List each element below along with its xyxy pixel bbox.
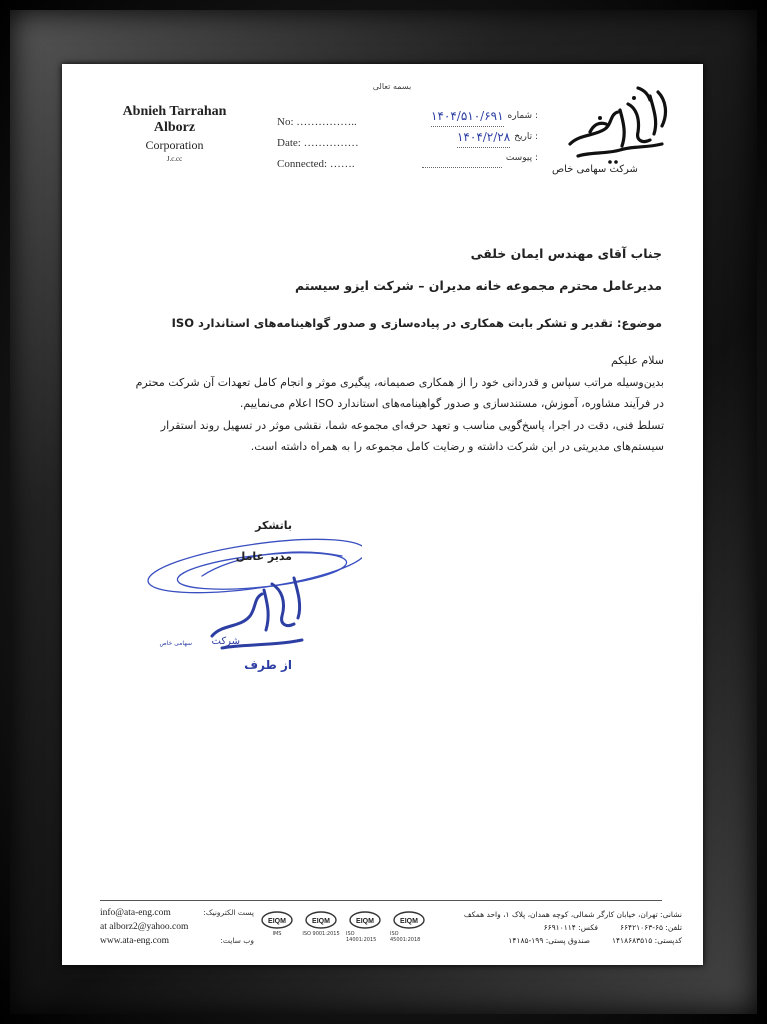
eiqm-logo-icon (392, 910, 426, 930)
greeting: سلام علیکم (610, 354, 664, 367)
footer-email1: info@ata-eng.com (100, 908, 171, 918)
footer-address: نشانی: تهران، خیابان کارگر شمالی، کوچه همدان، پلاک ۱، واحد همکف (463, 910, 682, 919)
meta-number-label: : شماره (507, 111, 538, 121)
stamp-type: سهامی خاص (159, 640, 192, 647)
meta-date-value: ۱۴۰۴/۲/۲۸ (457, 127, 510, 148)
company-name-en (102, 104, 247, 163)
cert-iso-9001 (302, 910, 340, 944)
footer-email-label: پست الکترونیک: (203, 908, 254, 917)
addressee-line2: مدیرعامل محترم مجموعه خانه مدیران – شرکت ایزو سیستم (295, 278, 662, 293)
eiqm-logo-icon (260, 910, 294, 930)
cert-label: ISO 45001:2018 (390, 931, 421, 943)
eiqm-logo-icon (348, 910, 382, 930)
meta-date-label: : تاریخ (514, 132, 538, 142)
company-name-line3: Corporation (145, 138, 204, 152)
logo-caption: شرکت سهامی خاص (552, 164, 638, 175)
letter-meta-fa (392, 106, 538, 168)
footer-postal-code: کدپستی: ۱۴۱۸۶۸۳۵۱۵ (611, 936, 682, 945)
footer-divider (100, 900, 662, 901)
meta-date: Date: …………… (277, 137, 359, 149)
company-name-line1: Abnieh Tarrahan (122, 104, 227, 119)
svg-text:EIQM: EIQM (268, 918, 286, 925)
meta-attachment-label: : پیوست (505, 153, 538, 163)
body-paragraph-1: بدین‌وسیله مراتب سپاس و قدردانی خود را از همکاری صمیمانه، پیگیری موثر و انجام کامل تعهدات آن شرکت محترم در فرآیند مشاوره، آموزش، مستندسازی و صدور گواهینامه‌های استاندارد ISO اعلام می‌نماییم. (135, 375, 664, 410)
footer-fax: فکس: ۶۶۹۱۰۱۱۴ (543, 923, 598, 932)
letter-meta-en (277, 112, 359, 175)
company-name-line2: Alborz (153, 120, 196, 135)
cert-label: ISO 9001:2015 (302, 931, 340, 937)
stamp-company: شرکت (211, 636, 240, 647)
svg-text:EIQM: EIQM (400, 918, 418, 925)
addressee-line1: جناب آقای مهندس ایمان خلقی (470, 246, 662, 261)
meta-attachment-value (422, 148, 502, 168)
footer-address-block (452, 908, 682, 947)
cert-ims (258, 910, 296, 944)
signature-from: از طرف (244, 658, 292, 672)
body-paragraph-2: تسلط فنی، دقت در اجرا، پاسخ‌گویی مناسب و تعهد حرفه‌ای مجموعه شما، نقشی موثر در تسهیل روند استقرار سیستم‌های مدیریتی در این شرکت داشته و رضایت کامل مجموعه را به همراه داشته است. (160, 418, 664, 453)
footer-website: www.ata-eng.com (100, 936, 170, 946)
footer-contact-labels (202, 906, 254, 948)
cert-iso-45001 (390, 910, 428, 944)
signature-thanks: باتشکر (255, 519, 292, 532)
cert-label: ISO 14001:2015 (346, 931, 377, 943)
footer-po-box: صندوق پستی: ۱۹۹-۱۴۱۸۵ (508, 936, 590, 945)
certification-logos (258, 910, 433, 946)
letter-body (132, 350, 664, 458)
signature-role: مدیر عامل (235, 550, 292, 563)
bismillah-heading: بسمه تعالی (372, 82, 412, 91)
svg-text:EIQM: EIQM (356, 918, 374, 925)
cert-label: IMS (272, 931, 282, 937)
meta-number-value: ۱۴۰۴/۵۱۰/۶۹۱ (431, 106, 504, 127)
eiqm-logo-icon (304, 910, 338, 930)
company-name-line4: J.c.cc (166, 155, 183, 163)
footer-email2: at alborz2@yahoo.com (100, 922, 189, 932)
letter-page (62, 64, 703, 965)
meta-connected: Connected: ……. (277, 158, 355, 170)
cert-iso-14001 (346, 910, 384, 944)
footer-phone: تلفن: ۶۵-۶۶۴۲۱۰۶۳ (620, 923, 682, 932)
letter-subject: موضوع: تقدیر و تشکر بابت همکاری در پیاده‌سازی و صدور گواهینامه‌های استاندارد ISO (171, 316, 662, 330)
footer-website-label: وب سایت: (220, 936, 254, 945)
svg-text:EIQM: EIQM (312, 918, 330, 925)
meta-no: No: …………….. (277, 116, 357, 128)
